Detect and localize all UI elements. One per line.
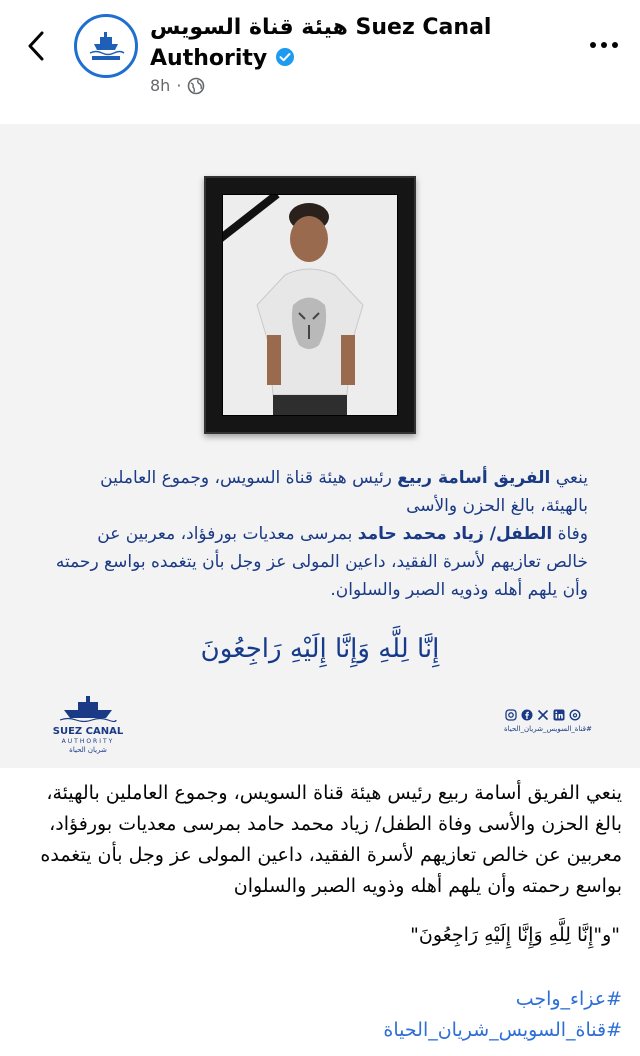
social-links [504, 708, 594, 733]
post-meta [150, 76, 205, 95]
hashtag-list [20, 984, 622, 1046]
page-avatar[interactable] [74, 14, 138, 78]
caption-bold-1: الفريق أسامة ربيع [397, 468, 551, 488]
brand-name: SUEZ CANAL [52, 726, 124, 737]
photo-frame [204, 176, 416, 434]
more-options-button[interactable] [586, 30, 622, 60]
post-header [0, 0, 640, 118]
caption-bold-2: الطفل/ زياد محمد حامد [357, 524, 553, 544]
x-twitter-icon [536, 708, 549, 721]
person-silhouette-icon [223, 195, 398, 416]
more-dot-icon [590, 42, 596, 48]
back-button[interactable] [20, 26, 52, 66]
page-name[interactable] [150, 12, 550, 74]
globe-icon[interactable] [187, 77, 205, 95]
hashtag-link[interactable]: #عزاء_واجب [515, 988, 622, 1010]
instagram-icon [504, 708, 517, 721]
ship-logo-icon [58, 696, 118, 722]
post-image[interactable] [0, 124, 640, 768]
linkedin-icon [552, 708, 565, 721]
threads-icon [568, 708, 581, 721]
more-dot-icon [612, 42, 618, 48]
post-body-text: ينعي الفريق أسامة ربيع رئيس هيئة قناة السويس، وجموع العاملين بالهيئة، بالغ الحزن والأسى وفاة الطفل/ زياد محمد حامد بمرسى معديات بورفؤاد، معربين عن خالص تعازيهم لأسرة الفقيد، داعين المولى عز وجل بأن يتغمده بواسع رحمته وأن يلهم أهله وذويه الصبر والسلوان [40, 782, 622, 897]
brand-arabic: شريان الحياة [69, 746, 107, 754]
facebook-icon [520, 708, 533, 721]
suez-canal-logo-icon [80, 20, 132, 72]
caption-line-2: وفاة الطفل/ زياد محمد حامد بمرسى معديات بورفؤاد، معربين عن خالص تعازيهم لأسرة الفقيد، داعين المولى عز وجل بأن يتغمده بواسع رحمته وأن يلهم أهله وذويه الصبر والسلوان. [55, 524, 588, 600]
child-photo [222, 194, 398, 416]
post-quote: "و"إِنَّا لِلَّهِ وَإِنَّا إِلَيْهِ رَاجِعُونَ" [410, 924, 620, 946]
brand-sub: AUTHORITY [61, 738, 115, 745]
image-caption [52, 464, 588, 604]
brand-logo [52, 696, 124, 755]
post-time[interactable]: 8h [150, 76, 171, 95]
calligraphy-verse: إِنَّا لِلَّهِ وَإِنَّا إِلَيْهِ رَاجِعُونَ [200, 634, 440, 664]
more-dot-icon [601, 42, 607, 48]
verified-badge-icon [275, 47, 295, 67]
chevron-left-icon [27, 31, 45, 61]
caption-line-1: ينعي الفريق أسامة ربيع رئيس هيئة قناة السويس، وجموع العاملين بالهيئة، بالغ الحزن والأسى [100, 468, 588, 516]
hashtag-link[interactable]: #قناة_السويس_شريان_الحياة [383, 1019, 622, 1041]
brand-hashtag: #قناة_السويس_شريان_الحياة [504, 725, 592, 733]
page-name-text: هيئة قناة السويس Suez Canal Authority [150, 15, 492, 71]
meta-separator: · [176, 76, 182, 95]
